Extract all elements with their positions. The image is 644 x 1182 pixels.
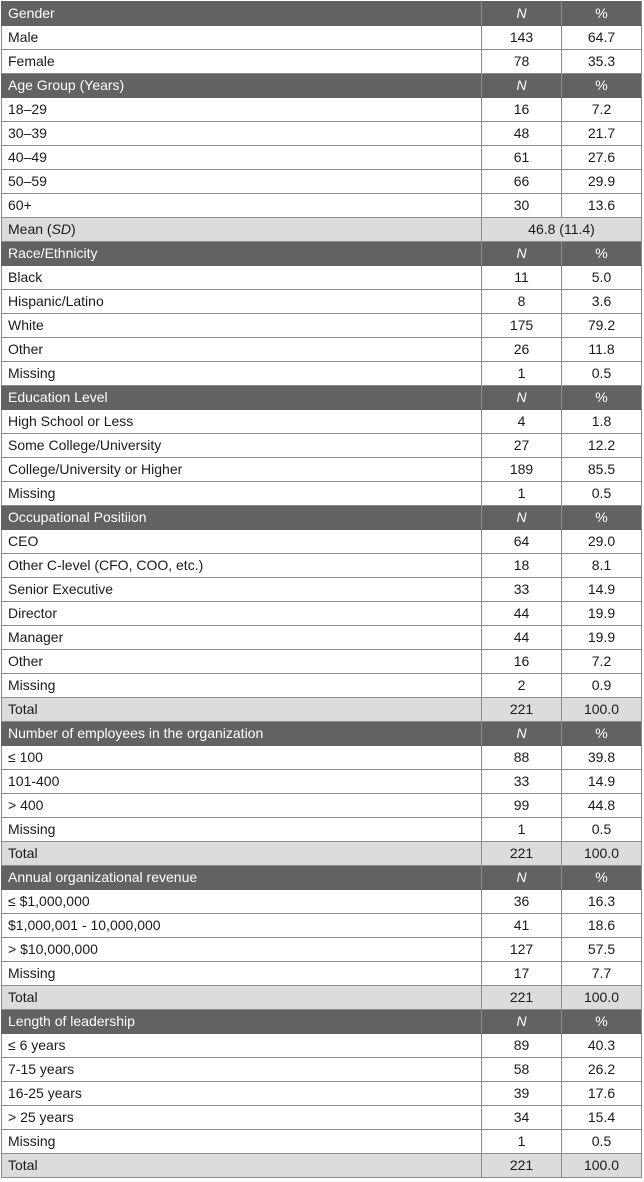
total-percent-value: 100.0 — [562, 1154, 642, 1178]
row-n-value: 89 — [482, 1034, 562, 1058]
row-label: Missing — [2, 962, 482, 986]
row-label: 40–49 — [2, 146, 482, 170]
n-column-header: N — [482, 866, 562, 890]
row-n-value: 17 — [482, 962, 562, 986]
total-label: Total — [2, 986, 482, 1010]
row-percent-value: 40.3 — [562, 1034, 642, 1058]
row-percent-value: 0.5 — [562, 1130, 642, 1154]
row-n-value: 175 — [482, 314, 562, 338]
section-header-row — [2, 74, 642, 98]
table-row — [2, 794, 642, 818]
percent-column-header: % — [562, 722, 642, 746]
row-percent-value: 8.1 — [562, 554, 642, 578]
row-percent-value: 0.5 — [562, 818, 642, 842]
row-n-value: 99 — [482, 794, 562, 818]
row-n-value: 1 — [482, 818, 562, 842]
table-row — [2, 290, 642, 314]
row-label: White — [2, 314, 482, 338]
row-n-value: 18 — [482, 554, 562, 578]
row-percent-value: 44.8 — [562, 794, 642, 818]
row-label: Director — [2, 602, 482, 626]
mean-label-suffix: ) — [71, 221, 76, 237]
row-n-value: 189 — [482, 458, 562, 482]
table-row — [2, 674, 642, 698]
mean-label-sd: SD — [51, 221, 72, 237]
table-row — [2, 194, 642, 218]
table-row — [2, 626, 642, 650]
mean-label — [2, 218, 482, 242]
row-label: 101-400 — [2, 770, 482, 794]
row-n-value: 88 — [482, 746, 562, 770]
table-row — [2, 1106, 642, 1130]
total-row — [2, 1154, 642, 1178]
total-n-value: 221 — [482, 698, 562, 722]
section-header-row — [2, 2, 642, 26]
section-title: Age Group (Years) — [2, 74, 482, 98]
table-row — [2, 26, 642, 50]
n-column-header: N — [482, 1010, 562, 1034]
row-label: ≤ 100 — [2, 746, 482, 770]
row-label: Other C-level (CFO, COO, etc.) — [2, 554, 482, 578]
table-row — [2, 266, 642, 290]
table-row — [2, 962, 642, 986]
row-percent-value: 29.9 — [562, 170, 642, 194]
mean-row — [2, 218, 642, 242]
row-label: 60+ — [2, 194, 482, 218]
table-row — [2, 818, 642, 842]
table-row — [2, 122, 642, 146]
row-label: Male — [2, 26, 482, 50]
row-percent-value: 79.2 — [562, 314, 642, 338]
row-label: Missing — [2, 482, 482, 506]
row-label: High School or Less — [2, 410, 482, 434]
table-row — [2, 530, 642, 554]
row-n-value: 2 — [482, 674, 562, 698]
table-row — [2, 1058, 642, 1082]
table-row — [2, 1082, 642, 1106]
table-row — [2, 650, 642, 674]
row-percent-value: 29.0 — [562, 530, 642, 554]
row-n-value: 33 — [482, 578, 562, 602]
row-n-value: 58 — [482, 1058, 562, 1082]
total-row — [2, 698, 642, 722]
table-row — [2, 410, 642, 434]
section-header-row — [2, 866, 642, 890]
row-label: Missing — [2, 674, 482, 698]
row-label: Senior Executive — [2, 578, 482, 602]
row-percent-value: 16.3 — [562, 890, 642, 914]
row-percent-value: 7.2 — [562, 650, 642, 674]
row-label: Hispanic/Latino — [2, 290, 482, 314]
row-n-value: 143 — [482, 26, 562, 50]
row-percent-value: 17.6 — [562, 1082, 642, 1106]
row-percent-value: 0.9 — [562, 674, 642, 698]
row-n-value: 11 — [482, 266, 562, 290]
total-label: Total — [2, 1154, 482, 1178]
table-row — [2, 50, 642, 74]
n-column-header: N — [482, 242, 562, 266]
row-label: Missing — [2, 362, 482, 386]
table-row — [2, 434, 642, 458]
row-label: $1,000,001 - 10,000,000 — [2, 914, 482, 938]
row-n-value: 1 — [482, 1130, 562, 1154]
total-label: Total — [2, 842, 482, 866]
n-column-header: N — [482, 2, 562, 26]
row-n-value: 4 — [482, 410, 562, 434]
row-n-value: 61 — [482, 146, 562, 170]
row-label: 16-25 years — [2, 1082, 482, 1106]
row-percent-value: 14.9 — [562, 578, 642, 602]
total-label: Total — [2, 698, 482, 722]
row-label: Missing — [2, 1130, 482, 1154]
row-label: > $10,000,000 — [2, 938, 482, 962]
row-label: > 400 — [2, 794, 482, 818]
table-row — [2, 458, 642, 482]
row-label: College/University or Higher — [2, 458, 482, 482]
n-column-header: N — [482, 722, 562, 746]
table-row — [2, 314, 642, 338]
row-n-value: 48 — [482, 122, 562, 146]
row-n-value: 16 — [482, 650, 562, 674]
mean-value: 46.8 (11.4) — [482, 218, 642, 242]
row-n-value: 27 — [482, 434, 562, 458]
row-label: 50–59 — [2, 170, 482, 194]
percent-column-header: % — [562, 1010, 642, 1034]
section-title: Occupational Positiion — [2, 506, 482, 530]
row-n-value: 34 — [482, 1106, 562, 1130]
row-n-value: 78 — [482, 50, 562, 74]
demographics-table — [1, 1, 642, 1178]
row-percent-value: 11.8 — [562, 338, 642, 362]
table-row — [2, 554, 642, 578]
total-n-value: 221 — [482, 842, 562, 866]
row-percent-value: 21.7 — [562, 122, 642, 146]
total-row — [2, 986, 642, 1010]
table-row — [2, 362, 642, 386]
table-row — [2, 170, 642, 194]
table-row — [2, 1034, 642, 1058]
row-percent-value: 7.7 — [562, 962, 642, 986]
n-column-header: N — [482, 386, 562, 410]
row-percent-value: 85.5 — [562, 458, 642, 482]
row-n-value: 8 — [482, 290, 562, 314]
row-label: CEO — [2, 530, 482, 554]
percent-column-header: % — [562, 506, 642, 530]
row-label: Missing — [2, 818, 482, 842]
row-label: 7-15 years — [2, 1058, 482, 1082]
row-label: Black — [2, 266, 482, 290]
table-row — [2, 938, 642, 962]
table-row — [2, 146, 642, 170]
percent-column-header: % — [562, 866, 642, 890]
section-header-row — [2, 1010, 642, 1034]
percent-column-header: % — [562, 242, 642, 266]
row-n-value: 1 — [482, 362, 562, 386]
row-n-value: 16 — [482, 98, 562, 122]
row-label: Other — [2, 338, 482, 362]
table-row — [2, 482, 642, 506]
total-percent-value: 100.0 — [562, 698, 642, 722]
row-percent-value: 27.6 — [562, 146, 642, 170]
section-header-row — [2, 506, 642, 530]
table-row — [2, 1130, 642, 1154]
total-percent-value: 100.0 — [562, 986, 642, 1010]
section-header-row — [2, 386, 642, 410]
table-row — [2, 338, 642, 362]
table-row — [2, 770, 642, 794]
table-row — [2, 98, 642, 122]
row-label: > 25 years — [2, 1106, 482, 1130]
row-label: Manager — [2, 626, 482, 650]
section-header-row — [2, 242, 642, 266]
row-label: ≤ 6 years — [2, 1034, 482, 1058]
row-percent-value: 5.0 — [562, 266, 642, 290]
row-percent-value: 0.5 — [562, 362, 642, 386]
section-title: Number of employees in the organization — [2, 722, 482, 746]
row-percent-value: 19.9 — [562, 626, 642, 650]
row-label: Female — [2, 50, 482, 74]
total-row — [2, 842, 642, 866]
row-label: Other — [2, 650, 482, 674]
row-percent-value: 64.7 — [562, 26, 642, 50]
row-n-value: 64 — [482, 530, 562, 554]
section-title: Race/Ethnicity — [2, 242, 482, 266]
total-n-value: 221 — [482, 986, 562, 1010]
total-percent-value: 100.0 — [562, 842, 642, 866]
row-percent-value: 3.6 — [562, 290, 642, 314]
row-n-value: 127 — [482, 938, 562, 962]
section-header-row — [2, 722, 642, 746]
table-row — [2, 914, 642, 938]
row-n-value: 33 — [482, 770, 562, 794]
n-column-header: N — [482, 506, 562, 530]
row-percent-value: 7.2 — [562, 98, 642, 122]
section-title: Education Level — [2, 386, 482, 410]
row-percent-value: 15.4 — [562, 1106, 642, 1130]
row-label: 18–29 — [2, 98, 482, 122]
row-label: ≤ $1,000,000 — [2, 890, 482, 914]
row-percent-value: 57.5 — [562, 938, 642, 962]
table-row — [2, 602, 642, 626]
row-n-value: 1 — [482, 482, 562, 506]
row-n-value: 36 — [482, 890, 562, 914]
table-row — [2, 578, 642, 602]
row-percent-value: 1.8 — [562, 410, 642, 434]
row-n-value: 30 — [482, 194, 562, 218]
row-percent-value: 26.2 — [562, 1058, 642, 1082]
row-n-value: 44 — [482, 626, 562, 650]
row-percent-value: 18.6 — [562, 914, 642, 938]
row-percent-value: 19.9 — [562, 602, 642, 626]
table-row — [2, 746, 642, 770]
row-percent-value: 0.5 — [562, 482, 642, 506]
row-n-value: 41 — [482, 914, 562, 938]
row-percent-value: 12.2 — [562, 434, 642, 458]
row-n-value: 44 — [482, 602, 562, 626]
mean-label-prefix: Mean ( — [8, 221, 52, 237]
percent-column-header: % — [562, 2, 642, 26]
total-n-value: 221 — [482, 1154, 562, 1178]
row-n-value: 66 — [482, 170, 562, 194]
row-percent-value: 35.3 — [562, 50, 642, 74]
n-column-header: N — [482, 74, 562, 98]
table-row — [2, 890, 642, 914]
percent-column-header: % — [562, 74, 642, 98]
row-n-value: 26 — [482, 338, 562, 362]
row-label: Some College/University — [2, 434, 482, 458]
percent-column-header: % — [562, 386, 642, 410]
row-percent-value: 13.6 — [562, 194, 642, 218]
demographics-table-body — [2, 2, 642, 1178]
row-n-value: 39 — [482, 1082, 562, 1106]
row-percent-value: 14.9 — [562, 770, 642, 794]
section-title: Length of leadership — [2, 1010, 482, 1034]
row-percent-value: 39.8 — [562, 746, 642, 770]
section-title: Annual organizational revenue — [2, 866, 482, 890]
section-title: Gender — [2, 2, 482, 26]
row-label: 30–39 — [2, 122, 482, 146]
